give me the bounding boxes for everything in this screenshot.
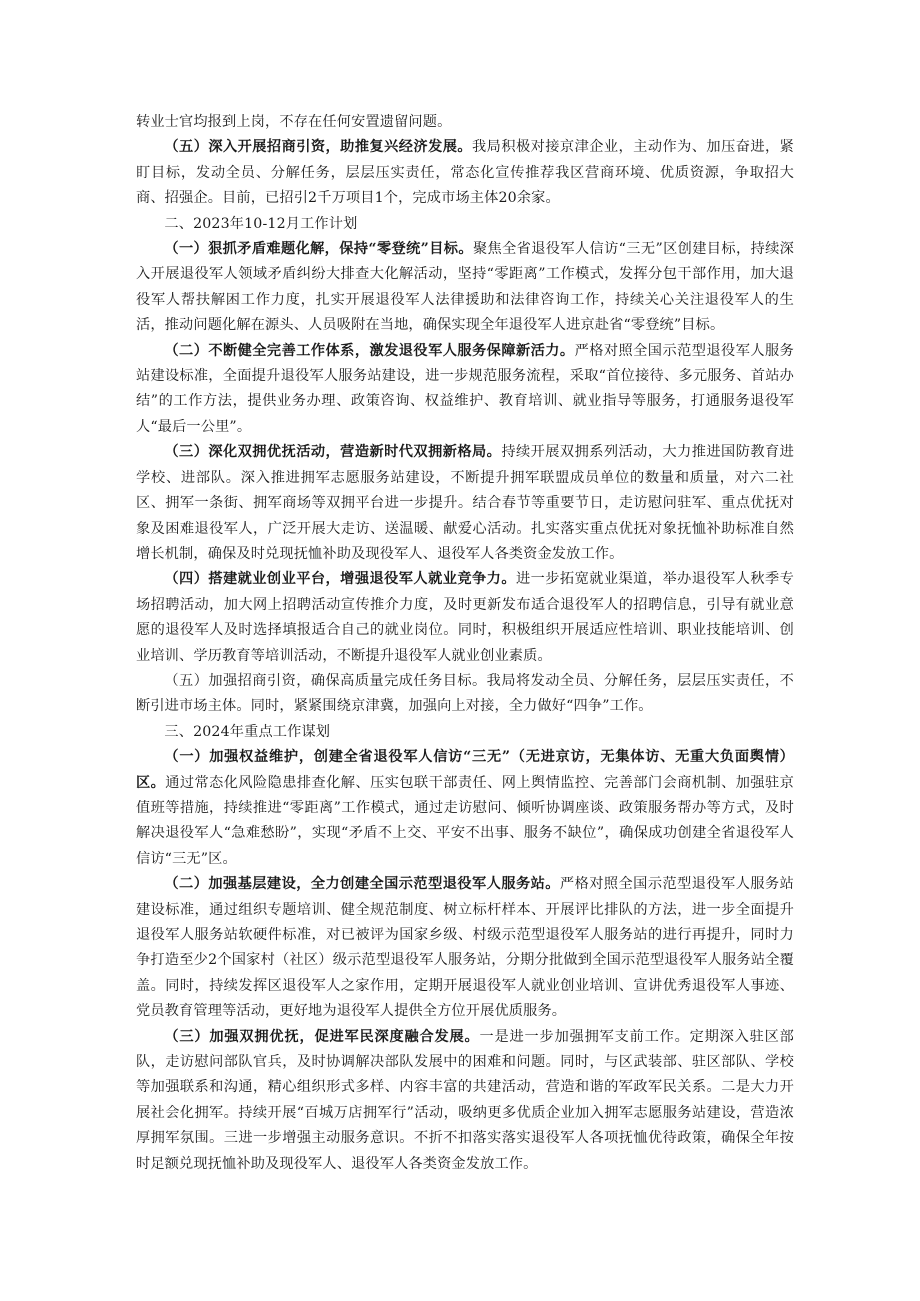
paragraph-text: 进一步拓宽就业渠道，举办退役军人秋季专场招聘活动，加大网上招聘活动宣传推介力度，及时更新发布适合退役军人的招聘信息，引导有就业意愿的退役军人及时选择填报适合自己的就业岗位。同时，积极组织开展适应性培训、职业技能培训、创业培训、学历教育等培训活动，不断提升退役军人就业创业素质。: [136, 571, 794, 664]
paragraph-text: 通过常态化风险隐患排查化解、压实包联干部责任、网上舆情监控、完善部门会商机制、加强驻京值班等措施，持续推进“零距离”工作模式，通过走访慰问、倾听协调座谈、政策服务帮办等方式，及时解决退役军人“急难愁盼”，实现“矛盾不上交、平安不出事、服务不缺位”，确保成功创建全省退役军人信访“三无”区。: [136, 774, 794, 867]
paragraph-placement-note: [136, 110, 794, 135]
paragraph-text: 我局积极对接京津企业，主动作为、加压奋进，紧盯目标，发动全员、分解任务，层层压实责任，常态化宣传推荐我区营商环境、优质资源，争取招大商、招强企。目前，已招引2千万项目1个，完成市场主体20余家。: [136, 139, 794, 207]
paragraph-lead: （二）不断健全完善工作体系，激发退役军人服务保障新活力。: [164, 342, 575, 359]
paragraph-lead: （三）深化双拥优抚活动，营造新时代双拥新格局。: [164, 444, 502, 461]
paragraph-lead: （一）狠抓矛盾难题化解，保持“零登统”目标。: [164, 241, 473, 258]
document-page: [136, 110, 794, 1177]
paragraph-2023-item-5: [136, 135, 794, 211]
paragraph-text: 持续开展双拥系列活动，大力推进国防教育进学校、进部队。深入推进拥军志愿服务站建设，不断提升拥军联盟成员单位的数量和质量，对六二社区、拥军一条街、拥军商场等双拥平台进一步提升。结合春节等重要节日，走访慰问驻军、重点优抚对象及困难退役军人，广泛开展大走访、送温暖、献爱心活动。扎实落实重点优抚对象抚恤补助标准自然增长机制，确保及时兑现抚恤补助及现役军人、退役军人各类资金发放工作。: [136, 444, 794, 562]
section-heading-3: 三、2024年重点工作谋划: [164, 723, 331, 740]
paragraph-text: 转业士官均报到上岗，不存在任何安置遗留问题。: [136, 114, 452, 130]
paragraph-text: 聚焦全省退役军人信访“三无”区创建目标，持续深入开展退役军人领域矛盾纠纷大排查大化解活动，坚持“零距离”工作模式，发挥分包干部作用，加大退役军人帮扶解困工作力度，扎实开展退役军人法律援助和法律咨询工作，持续关心关注退役军人的生活，推动问题化解在源头、人员吸附在当地，确保实现全年退役军人进京赴省“零登统”目标。: [136, 241, 794, 334]
paragraph-text: 一是进一步加强拥军支前工作。定期深入驻区部队，走访慰问部队官兵，及时协调解决部队发展中的困难和问题。同时，与区武装部、驻区部队、学校等加强联系和沟通，精心组织形式多样、内容丰富的共建活动，营造和谐的军政军民关系。二是大力开展社会化拥军。持续开展“百城万店拥军行”活动，吸纳更多优质企业加入拥军志愿服务站建设，营造浓厚拥军氛围。三进一步增强主动服务意识。不折不扣落实落实退役军人各项抚恤优待政策，确保全年按时足额兑现抚恤补助及现役军人、退役军人各类资金发放工作。: [136, 1028, 794, 1172]
paragraph-lead: （四）搭建就业创业平台，增强退役军人就业竞争力。: [164, 571, 516, 588]
section-heading-2: 二、2023年10-12月工作计划: [164, 215, 358, 232]
paragraph-plan-item-5: [136, 669, 794, 720]
paragraph-text: 严格对照全国示范型退役军人服务站建设标准，全面提升退役军人服务站建设，进一步规范服务流程，采取“首位接待、多元服务、首站办结”的工作方法，提供业务办理、政策咨询、权益维护、教育培训、就业指导等服务，打通服务退役军人“最后一公里”。: [136, 342, 794, 435]
paragraph-lead: （三）加强双拥优抚，促进军民深度融合发展。: [164, 1028, 480, 1045]
paragraph-2024-item-2: [136, 872, 794, 1024]
paragraph-2024-item-3: [136, 1025, 794, 1177]
paragraph-2024-item-1: [136, 745, 794, 872]
paragraph-plan-item-4: [136, 567, 794, 669]
paragraph-lead: （五）深入开展招商引资，助推复兴经济发展。: [164, 139, 473, 156]
paragraph-plan-item-3: [136, 440, 794, 567]
paragraph-text: （五）加强招商引资，确保高质量完成任务目标。我局将发动全员、分解任务，层层压实责任，不断引进市场主体。同时，紧紧围绕京津冀，加强向上对接，全力做好“四争”工作。: [136, 672, 794, 715]
paragraph-lead: （二）加强基层建设，全力创建全国示范型退役军人服务站。: [164, 876, 560, 893]
paragraph-lead: （一）加强权益维护，创建全省退役军人信访“三无”（无进京访，无集体访、无重大负面舆情）区。: [136, 749, 794, 791]
paragraph-plan-item-1: [136, 237, 794, 339]
paragraph-plan-item-2: [136, 339, 794, 441]
paragraph-text: 严格对照全国示范型退役军人服务站建设标准，通过组织专题培训、健全规范制度、树立标杆样本、开展评比排队的方法，进一步全面提升退役军人服务站软硬件标准，对已被评为国家乡级、村级示范型退役军人服务站的进行再提升，同时力争打造至少2个国家村（社区）级示范型退役军人服务站，分期分批做到全国示范型退役军人服务站全覆盖。同时，持续发挥区退役军人之家作用，定期开展退役军人就业创业培训、宣讲优秀退役军人事迹、党员教育管理等活动，更好地为退役军人提供全方位开展优质服务。: [136, 876, 794, 1020]
